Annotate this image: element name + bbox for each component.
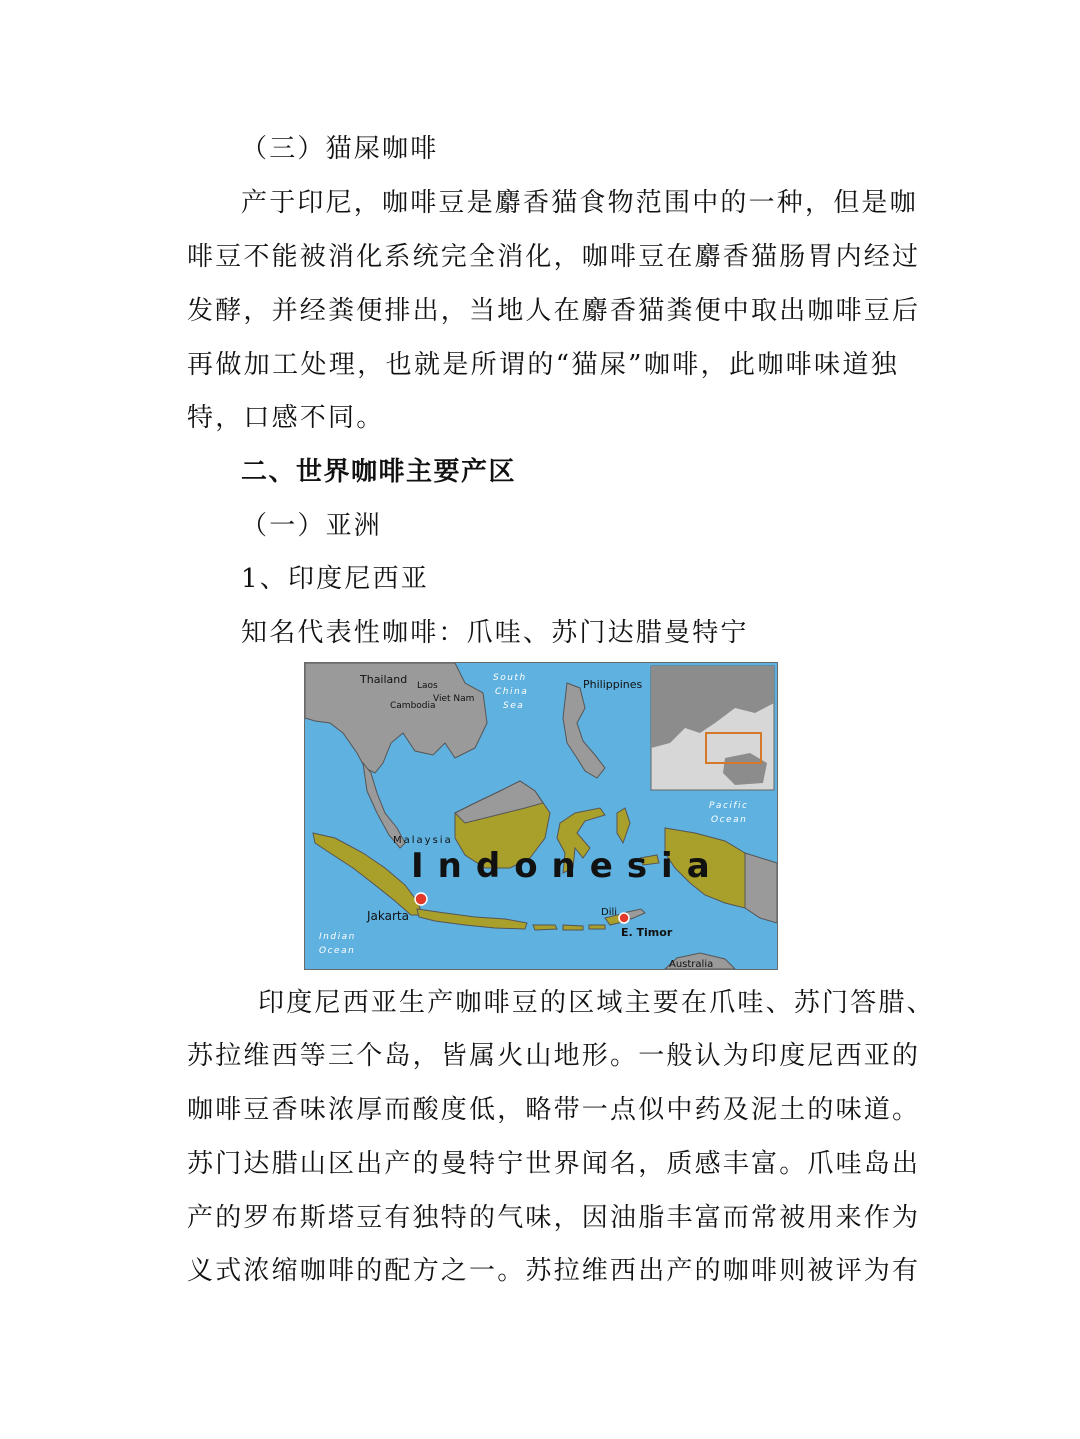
label-south-china-sea-1: South (493, 673, 527, 683)
famous-coffee-line: 知名代表性咖啡：爪哇、苏门达腊曼特宁 (241, 618, 749, 648)
label-south-china-sea-2: China (495, 687, 529, 697)
paragraph-line: 再做加工处理，也就是所谓的“猫屎”咖啡，此咖啡味道独 (187, 350, 899, 380)
paragraph-line: 印度尼西亚生产咖啡豆的区域主要在爪哇、苏门答腊、 (258, 988, 935, 1018)
label-thailand: Thailand (360, 673, 408, 686)
label-jakarta: Jakarta (367, 909, 409, 923)
dili-marker-icon (619, 913, 629, 923)
label-indian-ocean-2: Ocean (319, 946, 356, 956)
paragraph-line: 义式浓缩咖啡的配方之一。苏拉维西出产的咖啡则被评为有 (187, 1256, 921, 1286)
paragraph-line: 苏门达腊山区出产的曼特宁世界闻名，质感丰富。爪哇岛出 (187, 1149, 921, 1179)
paragraph-line: 苏拉维西等三个岛，皆属火山地形。一般认为印度尼西亚的 (187, 1041, 921, 1071)
indonesia-map (304, 662, 778, 970)
section3-title: （三）猫屎咖啡 (241, 134, 439, 164)
paragraph-line: 产的罗布斯塔豆有独特的气味，因油脂丰富而常被用来作为 (187, 1203, 921, 1233)
paragraph-line: 发酵，并经粪便排出，当地人在麝香猫粪便中取出咖啡豆后 (187, 296, 921, 326)
label-indonesia: Indonesia (411, 846, 724, 886)
paragraph-line: 啡豆不能被消化系统完全消化，咖啡豆在麝香猫肠胃内经过 (187, 242, 921, 272)
lesser-sunda-shape (533, 925, 605, 930)
indonesia-subheading: 1、印度尼西亚 (241, 564, 429, 594)
label-pacific-ocean-2: Ocean (711, 815, 748, 825)
label-laos: Laos (417, 681, 438, 691)
label-south-china-sea-3: Sea (503, 701, 525, 711)
asia-subheading: （一）亚洲 (241, 511, 383, 541)
label-indian-ocean-1: Indian (319, 932, 356, 942)
label-australia: Australia (669, 959, 714, 969)
label-pacific-ocean-1: Pacific (709, 801, 749, 811)
paragraph-line: 咖啡豆香味浓厚而酸度低，略带一点似中药及泥土的味道。 (187, 1095, 921, 1125)
label-east-timor: E. Timor (621, 926, 673, 939)
jakarta-marker-icon (415, 893, 427, 905)
inset-map (651, 666, 774, 790)
label-vietnam: Viet Nam (433, 694, 475, 704)
label-cambodia: Cambodia (390, 701, 436, 711)
label-philippines: Philippines (583, 678, 643, 691)
label-dili: Dili (601, 907, 618, 918)
label-malaysia: Malaysia (393, 835, 453, 846)
paragraph-line: 产于印尼，咖啡豆是麝香猫食物范围中的一种，但是咖 (241, 188, 918, 218)
chapter2-heading: 二、世界咖啡主要产区 (241, 457, 517, 487)
paragraph-line: 特，口感不同。 (187, 403, 385, 433)
